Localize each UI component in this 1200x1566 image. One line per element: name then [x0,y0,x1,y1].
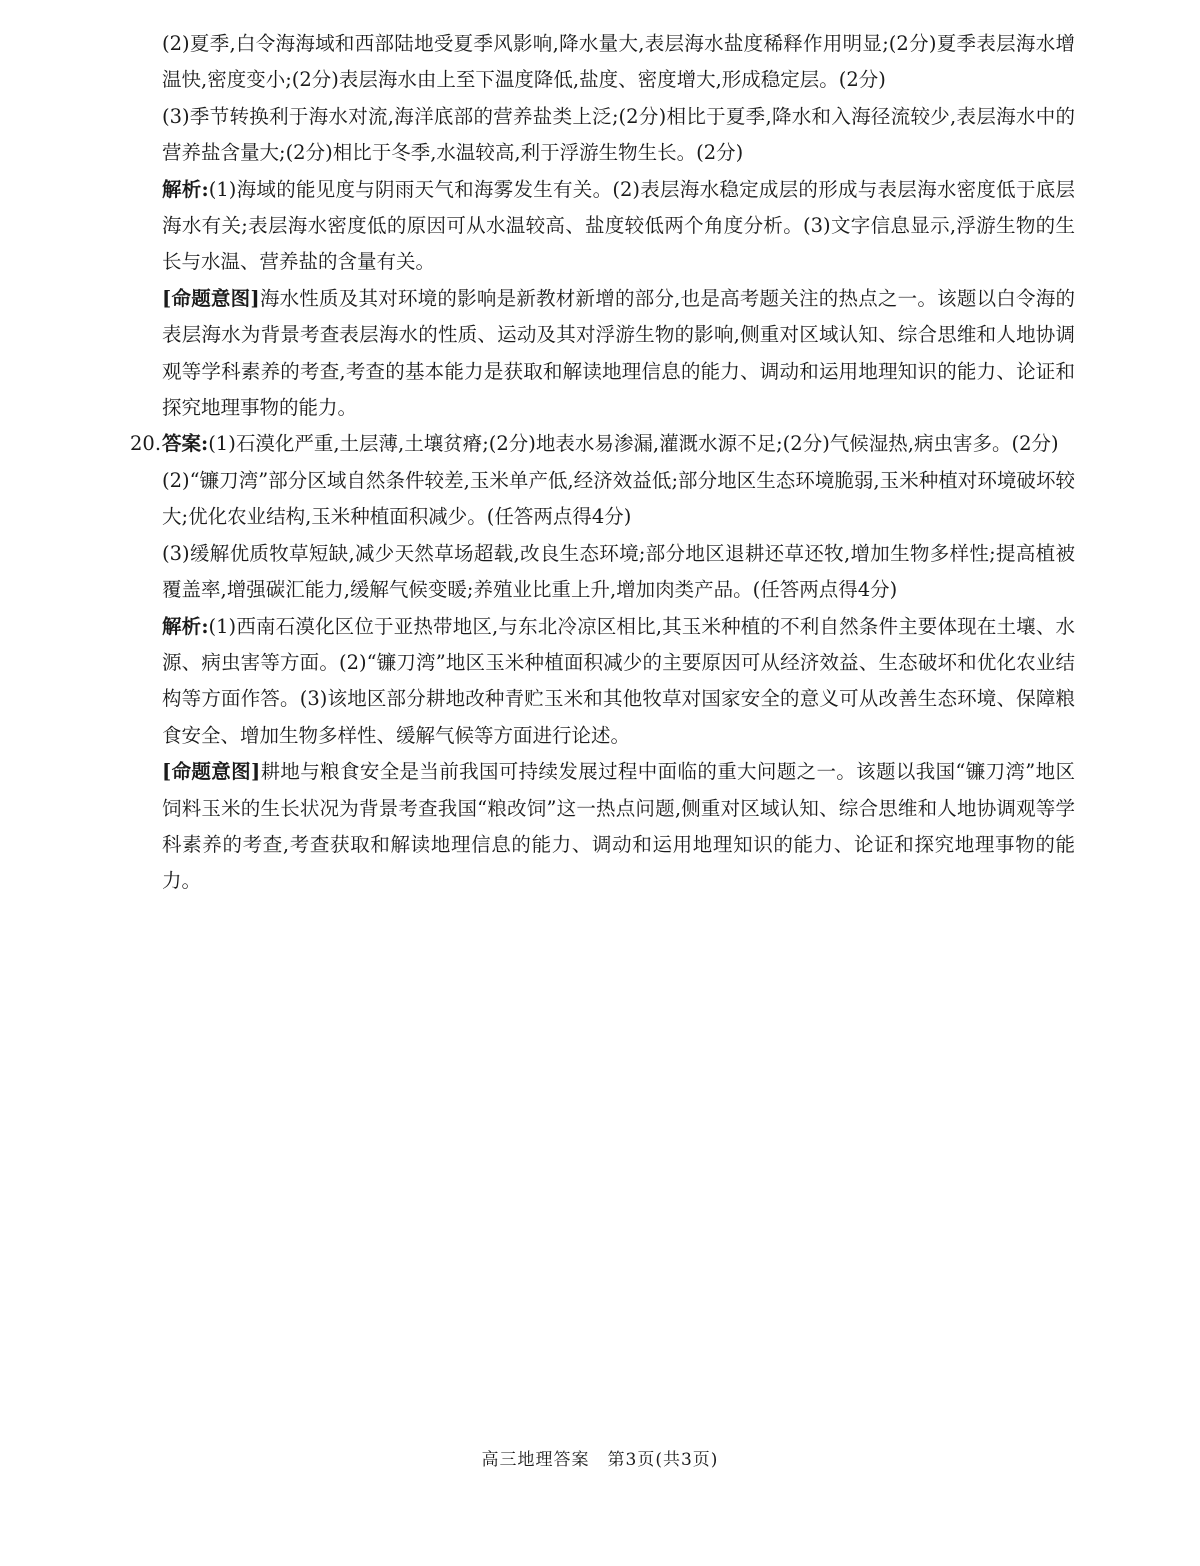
question-20 [130,426,1075,899]
question-number: 20. [130,432,162,456]
answer-content [130,26,1075,900]
analysis-label: 解析: [162,177,209,201]
q19-answer-part-2: (2)夏季,白令海海域和西部陆地受夏季风影响,降水量大,表层海水盐度稀释作用明显;(2分)夏季表层海水增温快,密度变小;(2分)表层海水由上至下温度降低,盐度、密度增大,形成稳定层。(2分) [162,32,1075,92]
q19-analysis [162,172,1075,281]
page-footer: 高三地理答案 第3页(共3页) [481,1450,719,1470]
q20-intent [162,754,1075,900]
q20-answer-part-2: (2)“镰刀湾”部分区域自然条件较差,玉米单产低,经济效益低;部分地区生态环境脆弱,玉米种植对环境破坏较大;优化农业结构,玉米种植面积减少。(任答两点得4分) [162,468,1075,529]
q19-answer-part-3: (3)季节转换利于海水对流,海洋底部的营养盐类上泛;(2分)相比于夏季,降水和入海径流较少,表层海水中的营养盐含量大;(2分)相比于冬季,水温较高,利于浮游生物生长。(2分) [162,104,1075,165]
q20-answer-part-3: (3)缓解优质牧草短缺,减少天然草场超载,改良生态环境;部分地区退耕还草还牧,增加生物多样性;提高植被覆盖率,增强碳汇能力,缓解气候变暖;养殖业比重上升,增加肉类产品。(任答两点得4分) [162,541,1075,602]
intent-label: [命题意图] [162,286,260,310]
analysis-text: (1)西南石漠化区位于亚热带地区,与东北冷凉区相比,其玉米种植的不利自然条件主要体现在土壤、水源、病虫害等方面。(2)“镰刀湾”地区玉米种植面积减少的主要原因可从经济效益、生态破坏和优化农业结构等方面作答。(3)该地区部分耕地改种青贮玉米和其他牧草对国家安全的意义可从改善生态环境、保障粮食安全、增加生物多样性、缓解气候等方面进行论述。 [162,614,1075,747]
question-19-continued [130,26,1075,426]
analysis-label: 解析: [162,614,209,638]
answer-label: 答案: [162,432,209,456]
intent-label: [命题意图] [162,760,261,784]
q20-answer-part-1 [162,426,1075,462]
intent-text: 耕地与粮食安全是当前我国可持续发展过程中面临的重大问题之一。该题以我国“镰刀湾”地区饲料玉米的生长状况为背景考查我国“粮改饲”这一热点问题,侧重对区域认知、综合思维和人地协调观等学科素养的考查,考查获取和解读地理信息的能力、调动和运用地理知识的能力、论证和探究地理事物的能力。 [162,760,1075,893]
answer-text: (1)石漠化严重,土层薄,土壤贫瘠;(2分)地表水易渗漏,灌溉水源不足;(2分)气候湿热,病虫害多。(2分) [208,432,1059,456]
q20-analysis [162,609,1075,755]
question-20-body [162,426,1075,899]
intent-text: 海水性质及其对环境的影响是新教材新增的部分,也是高考题关注的热点之一。该题以白令海的表层海水为背景考查表层海水的性质、运动及其对浮游生物的影响,侧重对区域认知、综合思维和人地协调观等学科素养的考查,考查的基本能力是获取和解读地理信息的能力、调动和运用地理知识的能力、论证和探究地理事物的能力。 [162,286,1075,420]
q19-intent [162,281,1075,427]
analysis-text: (1)海域的能见度与阴雨天气和海雾发生有关。(2)表层海水稳定成层的形成与表层海水密度低于底层海水有关;表层海水密度低的原因可从水温较高、盐度较低两个角度分析。(3)文字信息显示,浮游生物的生长与水温、营养盐的含量有关。 [162,177,1075,274]
